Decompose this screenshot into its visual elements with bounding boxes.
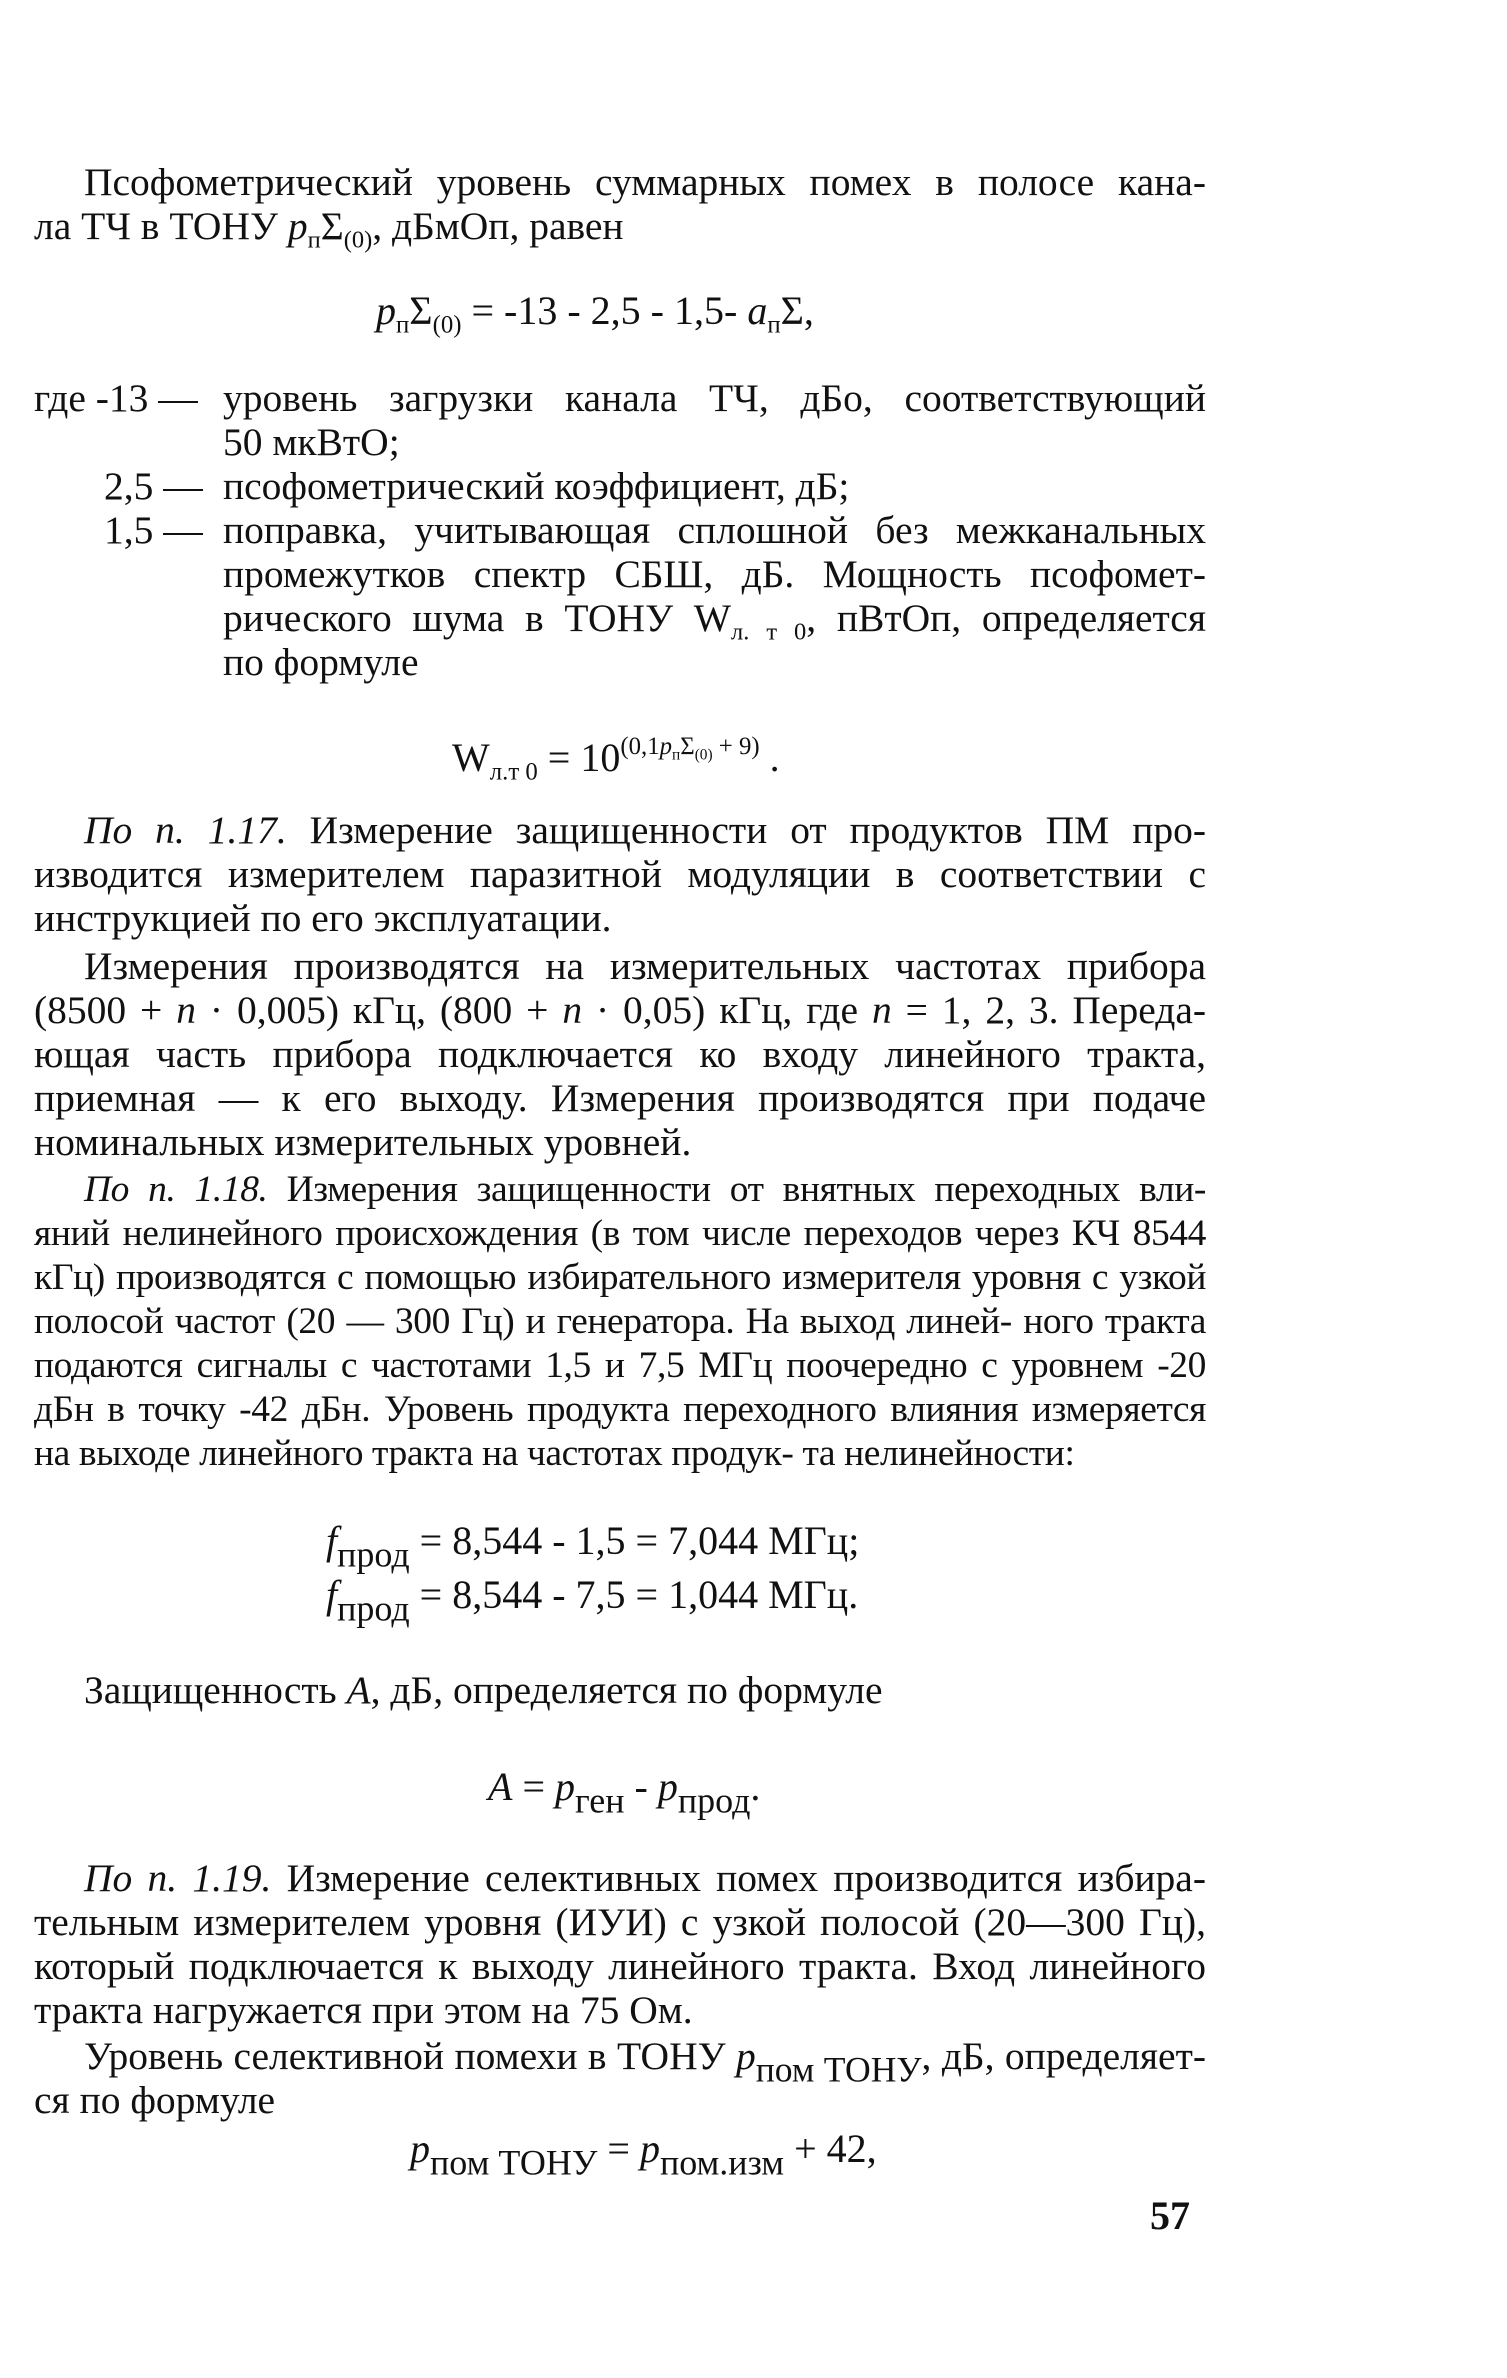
- paragraph-protection: Защищенность A, дБ, определяется по формуле: [84, 1668, 883, 1712]
- definition-key-1: где -13 —: [34, 376, 198, 420]
- page-number: 57: [1150, 2193, 1190, 2238]
- paragraph-1-18-label: По п. 1.18.: [84, 1169, 268, 1210]
- definition-key-3: 1,5 —: [104, 508, 203, 552]
- paragraph-1-19-label: По п. 1.19.: [84, 1856, 272, 1900]
- measurements-line-1: Измерения производятся на измерительных частотах прибора: [84, 944, 1206, 988]
- paragraph-measurements: [34, 944, 1206, 1164]
- formula-noise-power: $W_{л.т 0} = 10^{(0,1p_п\Sigma_{(0)} + 9)}$ .: [452, 732, 780, 786]
- formula-protection: $A = p_{ген} - p_{прод}$.: [488, 1764, 761, 1821]
- definition-body-1: уровень загрузки канала ТЧ, дБо, соответствующий 50 мкВтО;: [223, 376, 1206, 464]
- intro-line-2: ла ТЧ в ТОНУ $p_п\Sigma_{(0)}$, дБмОп, равен: [34, 204, 624, 254]
- definition-body-3: поправка, учитывающая сплошной без межканальных промежутков спектр СБШ, дБ. Мощность псофомет- рического шума в ТОНУ $W_{л. т 0}$, пВтОп, определяется по формуле: [223, 508, 1206, 684]
- intro-paragraph: [34, 160, 1206, 254]
- paragraph-1-19-text: Измерение селективных помех производится избира- тельным измерителем уровня (ИУИ) с узкой полосой (20—300 Гц), который подключается к выходу линейного тракта. Вход линейного тракта нагружается при этом на 75 Ом.: [34, 1856, 1206, 2032]
- paragraph-selective-noise: Уровень селективной помехи в ТОНУ $p_{пом ТОНУ}$, дБ, определяет- ся по формуле: [34, 2034, 1206, 2122]
- definition-body-2: псофометрический коэффициент, дБ;: [223, 464, 850, 508]
- paragraph-1-17: [34, 808, 1206, 940]
- intro-line-1: Псофометрический уровень суммарных помех в полосе кана-: [84, 160, 1206, 204]
- paragraph-1-18-text: Измерения защищенности от внятных переходных вли- яний нелинейного происхождения (в том числе переходов через КЧ 8544 кГц) производятся с помощью избирательного измерителя уровня с узкой полосой частот (20 — 300 Гц) и генератора. На выход линей- ного тракта подаются сигналы с частотами 1,5 и 7,5 МГц поочередно с уровнем -20 дБн в точку -42 дБн. Уровень продукта переходного влияния измеряется на выходе линейного тракта на частотах продук- та нелинейности:: [34, 1169, 1206, 1474]
- paragraph-1-18: [34, 1168, 1206, 1476]
- paragraph-1-17-text: Измерение защищенности от продуктов ПМ про- изводится измерителем паразитной модуляции в соответствии с инструкцией по его эксплуатации.: [34, 808, 1206, 940]
- formula-product-freq-2: $f_{прод} = 8,544 - 7,5 = 1,044$ МГц.: [326, 1572, 859, 1629]
- paragraph-1-17-label: По п. 1.17.: [84, 808, 287, 852]
- formula-psophometric-level: $p_п\Sigma_{(0)} = -13 - 2,5 - 1,5-$ $a_п\Sigma$,: [376, 288, 814, 339]
- paragraph-1-19: [34, 1856, 1206, 2032]
- definition-key-2: 2,5 —: [104, 464, 203, 508]
- definition-list: [34, 376, 1206, 706]
- formula-product-freq-1: $f_{прод} = 8,544 - 1,5 = 7,044$ МГц;: [326, 1518, 860, 1575]
- formula-selective-noise: $p_{пом ТОНУ} = p_{пом.изм} + 42$,: [410, 2126, 877, 2183]
- measurements-line-2: (8500 + n · 0,005) кГц, (800 + n · 0,05) кГц, где n = 1, 2, 3. Переда-: [34, 988, 1206, 1032]
- measurements-rest: ющая часть прибора подключается ко входу линейного тракта, приемная — к его выходу. Измерения производятся при подаче номинальных измерительных уровней.: [34, 1032, 1206, 1164]
